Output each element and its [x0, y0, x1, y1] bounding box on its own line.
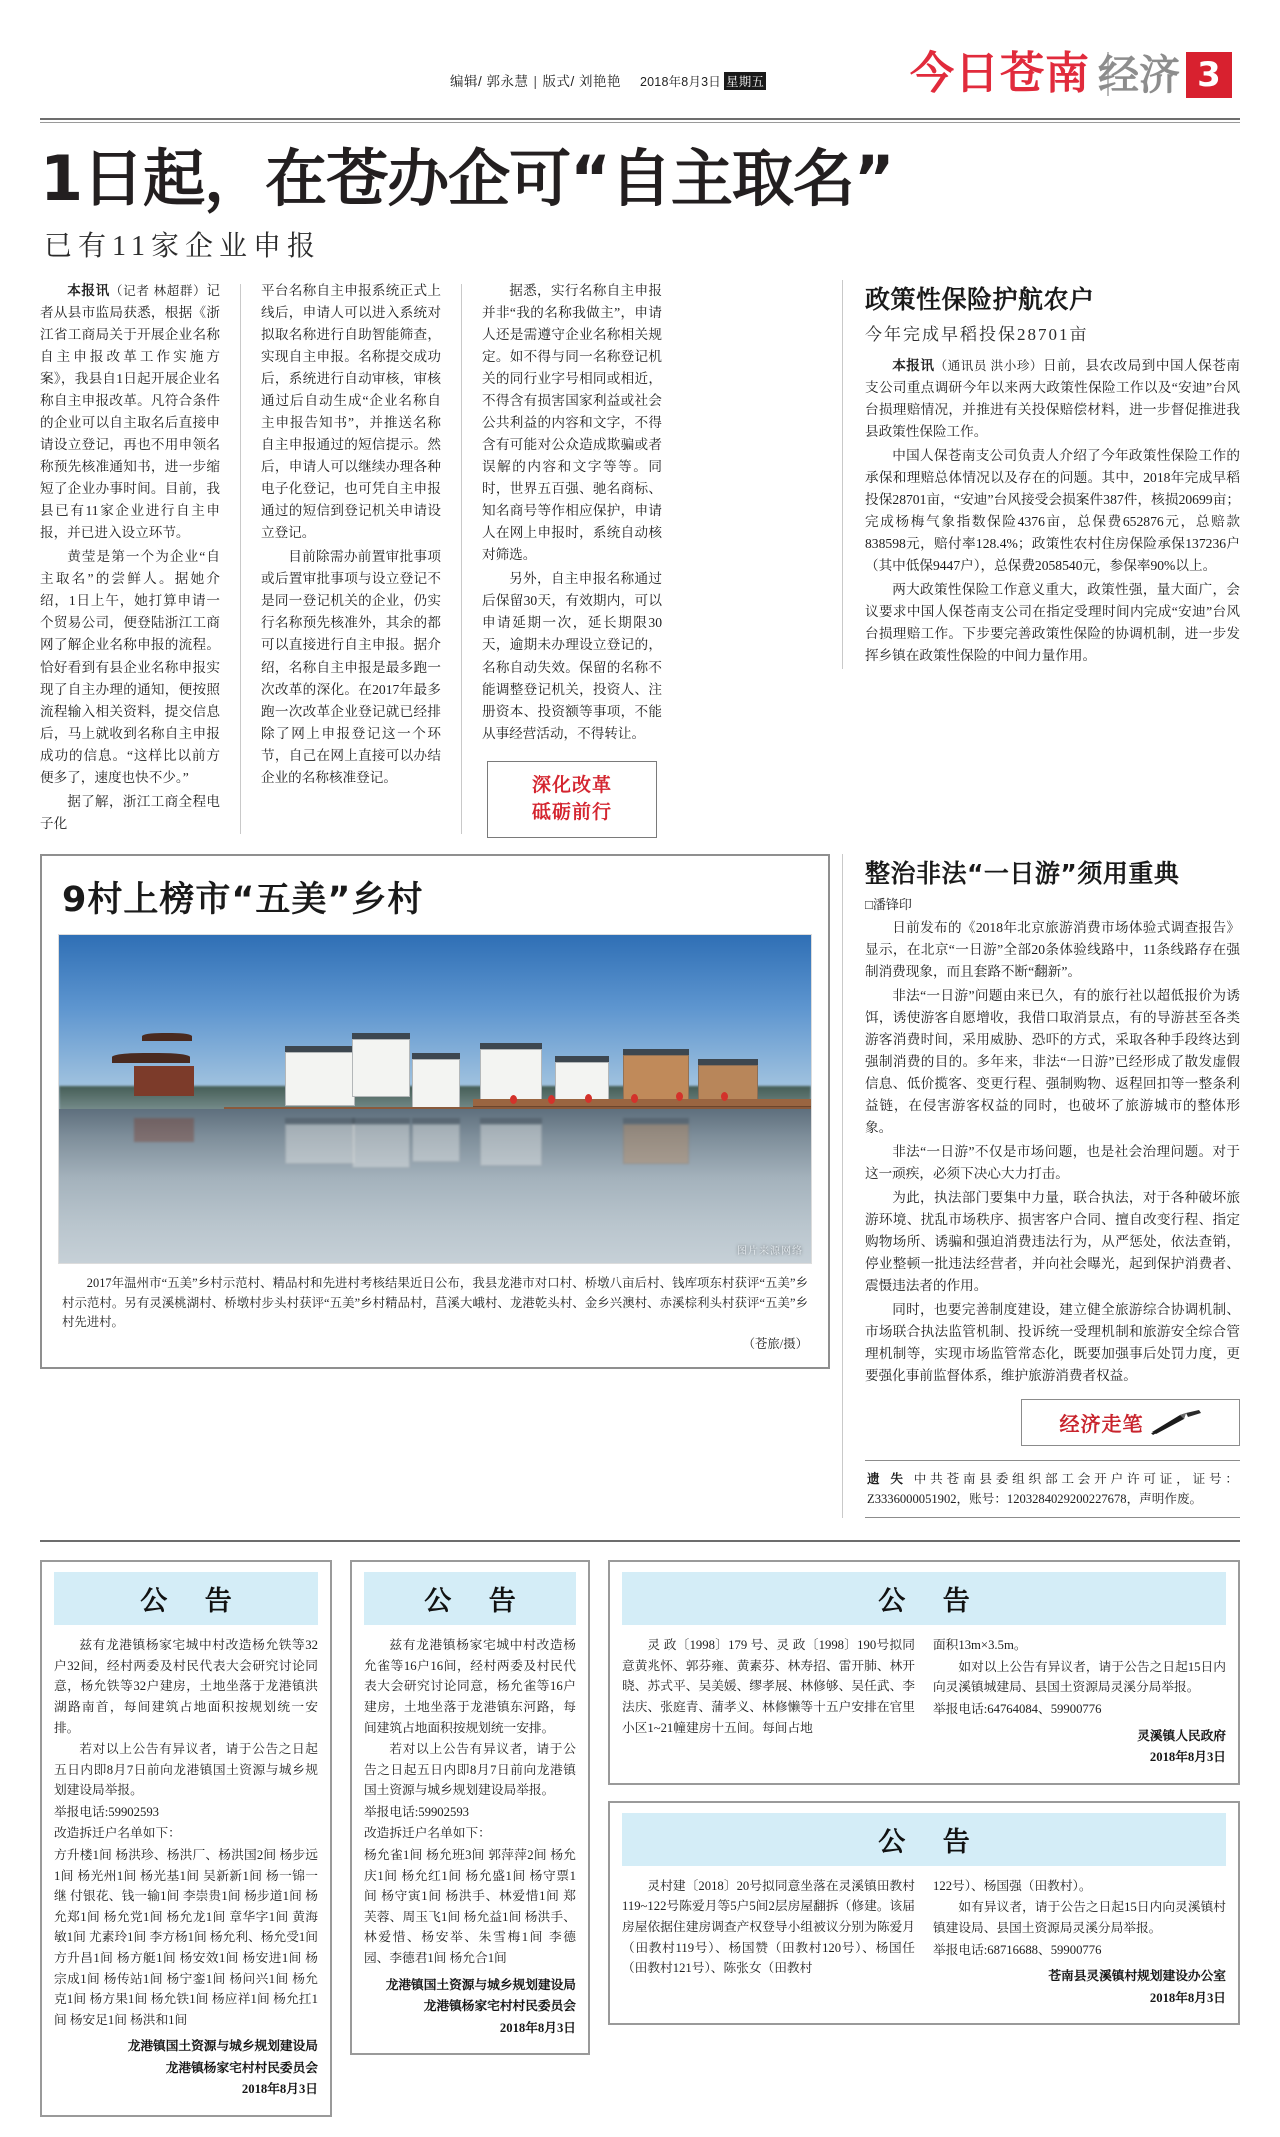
signoff-line: 龙港镇国土资源与城乡规划建设局 [385, 1977, 576, 1992]
editor-credit: 编辑/ 郭永慧 [450, 74, 529, 89]
red-lantern [721, 1092, 728, 1101]
signoff-line: 龙港镇国土资源与城乡规划建设局 [127, 2039, 318, 2054]
article-paragraph [865, 355, 1240, 443]
village-building [352, 1033, 410, 1097]
building-reflection [285, 1118, 355, 1164]
photo-caption [62, 1274, 808, 1355]
article-paragraph: 目前除需办前置审批事项或后置审批事项与设立登记不是同一登记机关的企业，仍实行名称预先核准外，其余的都可以直接进行自主申报。据介绍，名称自主申报是最多跑一次改革的深化。在2017年最多跑一次改革企业登记就已经排除了网上申报登记这一个环节，自己在网上直接可以办结企业的名称核准登记。 [261, 549, 441, 785]
announcement-stack [608, 1560, 1240, 2025]
photo-watermark: 图片来源网络 [737, 1245, 803, 1257]
lost-notice-label: 遗 失 [867, 1471, 907, 1486]
photo-credit-line: （苍旅/摄） [742, 1337, 808, 1352]
announcement-paragraph: 兹有龙港镇杨家宅城中村改造杨允雀等16户16间，经村两委及村民代表大会研究讨论同意，杨允雀等16户建房，土地坐落于龙港镇东河路，每间建筑占地面积按规划统一安排。 [364, 1638, 576, 1735]
red-lantern [631, 1094, 638, 1103]
insurance-article [842, 280, 1240, 669]
article-paragraph: 据了解，浙江工商全程电子化 [40, 793, 220, 831]
insurance-kicker: 今年完成早稻投保28701亩 [865, 325, 1089, 345]
lead-headline-block [0, 123, 1280, 270]
announcement-3 [608, 1560, 1240, 1785]
announcement-col-left [622, 1876, 915, 2010]
announcement-4 [608, 1801, 1240, 2026]
masthead-date [640, 72, 766, 90]
article-paragraph [40, 280, 220, 544]
body-wrapper [0, 270, 1280, 1518]
signoff-line: 龙港镇杨家宅村村民委员会 [423, 1999, 576, 2014]
announcement-paragraph: 如有异议者，请于公告之日起15日内向灵溪镇村镇建设局、县国土资源局灵溪分局举报。 [933, 1900, 1226, 1935]
photo-feature-title: 9村上榜市“五美”乡村 [62, 879, 424, 920]
building-reflection [412, 1118, 460, 1162]
tourism-author: □潘锋印 [865, 896, 912, 912]
announcement-paragraph: 灵村建〔2018〕20号拟同意坐落在灵溪镇田教村119~122号陈爱月等5户5间2层房屋翻拆（修建。该届房屋依据住建房调查产权登导小组被议分别为陈爱月（田教村119号）、杨国赞（田教村120号）、杨国任（田教村121号）、陈张女（田教村 [622, 1878, 915, 1976]
article-column-2 [261, 280, 441, 837]
announcement-paragraph: 122号）、杨国强（田教村）。 [933, 1878, 1092, 1893]
article-paragraph: 另外，自主申报名称通过后保留30天，有效期内，可以申请延期一次，延长期限30天，逾期未办理设立登记的，名称自动失效。保留的名称不能调整登记机关，投资人、注册资本、投资额等事项，不能从事经营活动，不得转让。 [482, 571, 662, 741]
paragraph-text: 日前，县农改局到中国人保苍南支公司重点调研今年以来两大政策性保险工作以及“安迪”台风台损理赔情况，并推进有关投保赔偿材料，进一步督促推进我县政策性保险工作。 [865, 358, 1241, 440]
article-paragraph: 据悉，实行名称自主申报并非“我的名称我做主”，申请人还是需遵守企业名称相关规定。如不得与同一名称登记机关的同行业字号相同或相近，不得含有损害国家利益或社会公共利益的内容和文字，不得含有可能对公众造成欺骗或者误解的内容和文字等等。同时，世界五百强、驰名商标、知名商号等作相应保护，申请人在网上申报时，系统自动核对筛选。 [482, 283, 662, 563]
slogan-line-1: 深化改革 [531, 773, 612, 796]
announcement-title: 公 告 [364, 1572, 576, 1625]
announcement-title: 公 告 [622, 1813, 1226, 1866]
announcement-col-right [933, 1876, 1226, 2010]
economy-walk-box [1021, 1399, 1240, 1446]
slogan-box [487, 761, 657, 838]
lost-notice-text: 中共苍南县委组织部工会开户许可证，证号：Z3336000051902，账号：1203284029200227678，声明作废。 [867, 1471, 1238, 1507]
signoff-date: 2018年8月3日 [1149, 1750, 1226, 1765]
article-paragraph: 非法“一日游”问题由来已久，有的旅行社以超低报价为诱饵，诱使游客自愿增收，我借口取消景点，有的导游甚至各类游客消费时间，采用威胁、恐吓的方式，采取各种手段终达到强制消费的目的。多年来，非法“一日游”已经形成了散发虚假信息、低价揽客、变更行程、强制购物、返程回扣等一整条利益链，在侵害游客权益的同时，也破坏了旅游城市的整体形象。 [865, 987, 1240, 1135]
relocation-list: 杨允雀1间 杨允班3间 郭萍萍2间 杨允庆1间 杨允红1间 杨允盛1间 杨守票1间 杨守寅1间 杨洪手、林爱惜1间 郑芙蓉、周玉飞1间 杨允益1间 杨洪手、林爱惜、杨安举、朱雪梅1间 李德园、李德君1间 杨允合1间 [364, 1848, 576, 1965]
lead-tag: 本报讯 [67, 283, 110, 299]
page-number-badge: 3 [1186, 52, 1232, 98]
announcement-paragraph: 面积13m×3.5m。 [933, 1638, 1027, 1653]
article-paragraph: 两大政策性保险工作意义重大，政策性强，量大面广，会议要求中国人保苍南支公司在指定受理时间内完成“安迪”台风台损理赔工作。下步要完善政策性保险的协调机制，进一步发挥乡镇在政策性保险的中间力量作用。 [865, 582, 1240, 664]
feature-photo [58, 934, 812, 1264]
column-separator [461, 284, 462, 833]
waterfront-boardwalk [473, 1099, 811, 1106]
section-name: 经济 [1098, 51, 1180, 99]
article-paragraph: 日前发布的《2018年北京旅游消费市场体验式调查报告》显示，在北京“一日游”全部20条体验线路中，11条线路存在强制消费现象，而且套路不断“翻新”。 [865, 919, 1240, 979]
layout-credit: 版式/ 刘艳艳 [542, 74, 622, 89]
announcement-title: 公 告 [622, 1572, 1226, 1625]
paragraph-text: 记者从县市监局获悉，根据《浙江省工商局关于开展企业名称自主申报改革工作实施方案》，我县自1日起开展企业名称自主申报改革。凡符合条件的企业可以自主取名后直接申请设立登记，再也不用申领名称预先核准通知书，进一步缩短了企业办事时间。目前，我县已有11家企业进行自主申报，并已进入设立环节。 [40, 283, 221, 541]
lost-item-notice [865, 1460, 1240, 1518]
masthead-rule [40, 118, 1240, 120]
publication-date: 2018年8月3日 [640, 75, 722, 89]
relocation-list: 方升楼1间 杨洪珍、杨洪厂、杨洪国2间 杨步远1间 杨光州1间 杨光基1间 吴新新1间 杨一锦一继 付银花、钱一输1间 李崇贵1间 杨步道1间 杨允郑1间 杨允党1间 杨允龙1间 章华字1间 黄海敏1间 尤素玲1间 李方杨1间 杨允利、杨允受1间 方升昌1间 杨方艇1间 杨安效1间 杨安进1间 杨宗成1间 杨传站1间 杨宁銮1间 杨问兴1间 杨允克1间 杨方果1间 杨允铁1间 杨应祥1间 杨允扛1间 杨安足1间 杨洪和1间 [54, 1848, 318, 2027]
red-lantern [676, 1092, 683, 1101]
village-building [412, 1053, 460, 1111]
lead-subheadline: 已有11家企业申报 [44, 231, 321, 263]
pagoda-reflection [134, 1118, 194, 1142]
announcement-2 [350, 1560, 590, 2055]
pagoda-roof-upper [142, 1033, 192, 1041]
article-paragraph: 非法“一日游”不仅是市场问题，也是社会治理问题。对于这一顽疾，必须下决心大力打击。 [865, 1143, 1240, 1181]
top-section [40, 280, 1240, 837]
article-paragraph: 平台名称自主申报系统正式上线后，申请人可以进入系统对拟取名称进行自助智能筛查，实现自主申报。名称提交成功后，系统进行自动审核，审核通过后自动生成“企业名称自主申报告知书”，并推送名称自主申报通过的短信提示。然后，申请人可以继续办理各种电子化登记，也可凭自主申报通过的短信到登记机关申请设立登记。 [261, 283, 441, 541]
byline: （通讯员 洪小珍） [934, 359, 1044, 374]
announcement-paragraph: 若对以上公告有异议者，请于公告之日起五日内即8月7日前向龙港镇国土资源与城乡规划建设局举报。 [364, 1742, 576, 1798]
masthead-credits [450, 70, 621, 90]
signoff-date: 2018年8月3日 [1149, 1990, 1226, 2005]
signoff-line: 灵溪镇人民政府 [1137, 1728, 1226, 1743]
caption-text: 2017年温州市“五美”乡村示范村、精品村和先进村考核结果近日公布，我县龙港市对口村、桥墩八亩后村、钱库项东村获评“五美”乡村示范村。另有灵溪桃湖村、桥墩村步头村获评“五美”乡村精品村，莒溪大峨村、龙港乾头村、金乡兴澳村、赤溪棕利头村获评“五美”乡村先进村。 [62, 1275, 808, 1330]
relocation-list-label: 改造拆迁户名单如下： [54, 1826, 181, 1841]
announcement-col-right [933, 1635, 1226, 1769]
article-paragraph: 为此，执法部门要集中力量，联合执法，对于各种破坏旅游环境、扰乱市场秩序、损害客户合同、擅自改变行程、指定购物场所、诱骗和强迫消费违法行为，从严惩处，依法查销，停业整顿一批违法经营者，并向社会曝光，起到保护消费者、震慑违法者的作用。 [865, 1189, 1240, 1293]
tourism-article [842, 854, 1240, 1519]
article-column-1 [40, 280, 220, 837]
announcement-two-col [622, 1635, 1226, 1769]
announcement-1 [40, 1560, 332, 2117]
weekday: 星期五 [724, 72, 766, 90]
announcement-paragraph: 如对以上公告有异议者，请于公告之日起15日内向灵溪镇城建局、县国土资源局灵溪分局举报。 [933, 1659, 1226, 1695]
signoff-line: 龙港镇杨家宅村村民委员会 [165, 2060, 318, 2075]
photo-feature [40, 854, 830, 1369]
pen-icon [1150, 1409, 1202, 1435]
slogan-line-2: 砥砺前行 [531, 801, 612, 824]
announcement-signoff [933, 1726, 1226, 1769]
signoff-date: 2018年8月3日 [499, 2020, 576, 2035]
tourism-title: 整治非法“一日游”须用重典 [865, 858, 1180, 888]
building-reflection [480, 1118, 542, 1166]
announcement-title: 公 告 [54, 1572, 318, 1625]
report-phone: 举报电话:59902593 [364, 1804, 470, 1819]
page-title: 1日起，在苍办企可“自主取名” [40, 142, 894, 215]
report-phone: 举报电话:64764084、59900776 [933, 1702, 1102, 1716]
lead-tag: 本报讯 [892, 358, 935, 374]
insurance-title: 政策性保险护航农户 [865, 285, 1095, 315]
relocation-list-label: 改造拆迁户名单如下： [364, 1826, 491, 1841]
announcement-signoff [364, 1975, 576, 2040]
lead-article-columns [40, 280, 830, 837]
building-reflection [623, 1118, 689, 1164]
announcement-signoff [54, 2036, 318, 2101]
report-phone: 举报电话:59902593 [54, 1804, 160, 1819]
credit-separator: | [533, 74, 538, 89]
byline: （记者 林超群） [109, 284, 207, 299]
announcement-paragraph: 灵 政〔1998〕179 号、灵 政〔1998〕190号拟同意黄兆怀、郭芬雍、黄素芬、林寿招、雷开肺、林开晓、苏式平、吴美媛、缪孝展、林修够、吴任武、李法庆、张庭青、蒲孝义、林修懒等十五户安排在官里小区1~21幢建房十五间。每间占地 [622, 1638, 915, 1735]
signoff-date: 2018年8月3日 [241, 2082, 318, 2097]
paper-logo: 今日苍南 [910, 48, 1090, 99]
announcement-paragraph: 兹有龙港镇杨家宅城中村改造杨允铁等32户32间，经村两委及村民代表大会研究讨论同意，杨允铁等32户建房，土地坐落于龙港镇洪湖路南首，每间建筑占地面积按规划统一安排。 [54, 1638, 318, 1735]
announcement-paragraph: 若对以上公告有异议者，请于公告之日起五日内即8月7日前向龙港镇国土资源与城乡规划建设局举报。 [54, 1742, 318, 1798]
pagoda-roof [112, 1053, 190, 1063]
economy-walk-label: 经济走笔 [1059, 1411, 1144, 1436]
report-phone: 举报电话:68716688、59900776 [933, 1942, 1102, 1957]
signoff-line: 苍南县灵溪镇村规划建设办公室 [1048, 1969, 1226, 1984]
announcement-col-left [622, 1635, 915, 1769]
building-reflection [352, 1118, 410, 1168]
masthead [0, 0, 1280, 118]
announcement-signoff [933, 1966, 1226, 2009]
article-paragraph: 中国人保苍南支公司负责人介绍了今年政策性保险工作的承保和理赔总体情况以及存在的问题。其中，2018年完成早稻投保28701亩，“安迪”台风接受会损案件387件，核损20699亩；完成杨梅气象指数保险4376亩，总保费652876元，总赔款838598元，赔付率128.4%；政策性农村住房保险承保137236户（其中低保9447户），总保费2058540元，参保率90%以上。 [865, 448, 1240, 574]
pagoda-body [134, 1066, 194, 1096]
article-column-3 [482, 280, 662, 837]
feature-section [40, 854, 1240, 1519]
column-separator [240, 284, 241, 833]
article-paragraph: 黄莹是第一个为企业“自主取名”的尝鲜人。据她介绍，1日上午，她打算申请一个贸易公司，便登陆浙江工商网了解企业名称申报的流程。恰好看到有县企业名称申报实现了自主办理的通知，便按照流程输入相关资料，提交信息后，马上就收到名称自主申报成功的信息。“这样比以前方便多了，速度也快不少。” [40, 549, 220, 785]
article-paragraph: 同时，也要完善制度建设，建立健全旅游综合协调机制、市场联合执法监管机制、投诉统一受理机制和旅游安全综合管理机制等，实现市场监管常态化，既要加强事后处罚力度，更要强化事前监督体系，维护旅游消费者权益。 [865, 1301, 1240, 1383]
announcement-two-col [622, 1876, 1226, 2010]
announcements-section [40, 1540, 1240, 2117]
village-building [285, 1046, 355, 1106]
